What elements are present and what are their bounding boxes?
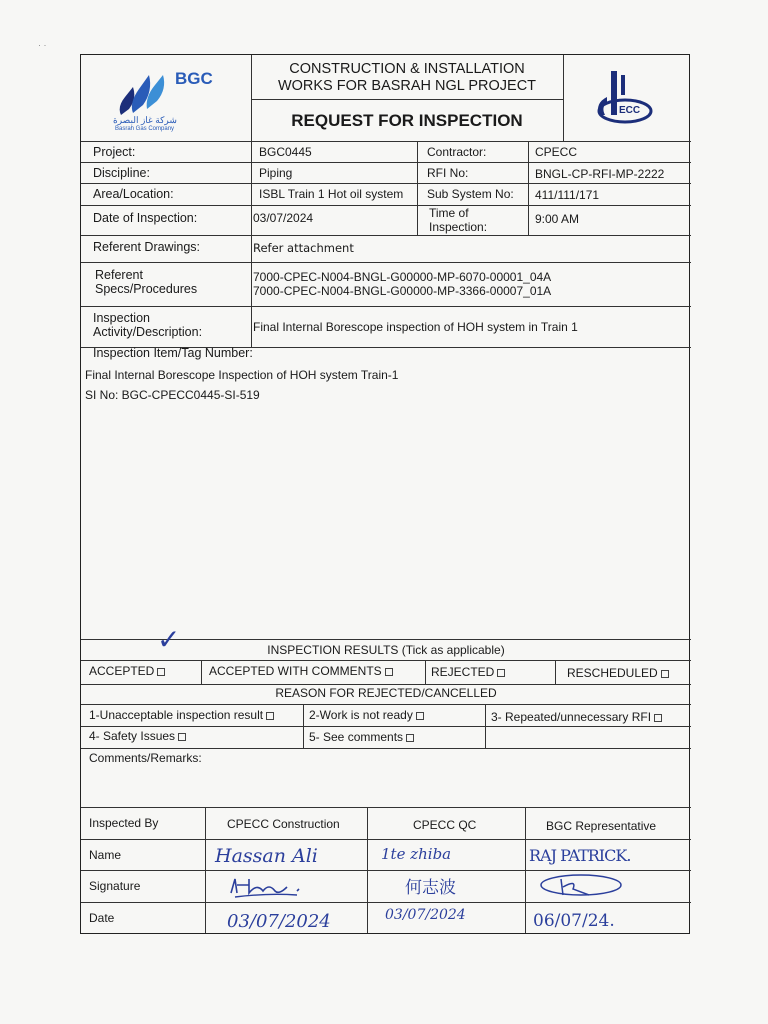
drawings-value: Refer attachment (253, 241, 354, 255)
bgc-representative-header: BGC Representative (546, 819, 657, 833)
project-value: BGC0445 (259, 145, 312, 159)
bgc-logo (101, 65, 241, 135)
accepted-tick-mark: ✓ (157, 623, 181, 656)
reason-5-label: 5- See comments (309, 730, 404, 744)
reason-3-checkbox[interactable] (654, 714, 662, 722)
rfi-value: BNGL-CP-RFI-MP-2222 (535, 167, 665, 181)
bgc-logo-icon (113, 69, 183, 121)
name-row-label: Name (89, 848, 122, 862)
accepted-label: ACCEPTED (89, 664, 155, 678)
item-label: Inspection Item/Tag Number: (93, 346, 253, 360)
project-title-line2: WORKS FOR BASRAH NGL PROJECT (277, 78, 537, 94)
area-value: ISBL Train 1 Hot oil system (259, 187, 404, 201)
reason-3-label: 3- Repeated/unnecessary RFI (491, 710, 652, 724)
date-row-label: Date (89, 911, 115, 925)
rescheduled-option[interactable] (567, 666, 669, 680)
activity-label-line1: Inspection (93, 311, 150, 325)
bgc-arabic-name: شركة غاز البصرة (113, 115, 177, 125)
date-value: 03/07/2024 (253, 211, 314, 225)
bgc-rep-signature (537, 871, 627, 901)
bgc-rep-date: 06/07/24. (533, 911, 615, 931)
rejected-checkbox[interactable] (497, 669, 505, 677)
contractor-value: CPECC (535, 145, 578, 159)
rejected-label: REJECTED (431, 665, 495, 679)
comments-field[interactable] (201, 751, 681, 801)
results-heading: INSPECTION RESULTS (Tick as applicable) (267, 643, 505, 657)
contractor-label: Contractor: (427, 145, 487, 159)
reason-4-label: 4- Safety Issues (89, 729, 176, 743)
qc-signature: 何志波 (405, 878, 456, 898)
specs-value-line1: 7000-CPEC-N004-BNGL-G00000-MP-6070-00001_04A (253, 270, 552, 284)
rescheduled-checkbox[interactable] (661, 670, 669, 678)
subsystem-value: 411/111/171 (535, 188, 600, 202)
specs-value (253, 270, 551, 298)
reason-1[interactable] (89, 708, 274, 722)
cpecc-construction-header: CPECC Construction (227, 817, 340, 831)
accepted-comments-option[interactable] (209, 664, 393, 678)
inspected-by-label: Inspected By (89, 816, 159, 830)
discipline-label: Discipline: (93, 166, 150, 180)
rejected-option[interactable] (431, 665, 505, 679)
bgc-wordmark: BGC (175, 69, 213, 88)
activity-label (93, 311, 202, 339)
specs-label (95, 268, 197, 296)
comments-label: Comments/Remarks: (89, 751, 202, 765)
accepted-checkbox[interactable] (157, 668, 165, 676)
qc-name: 1te zhiba (381, 845, 452, 863)
reason-5-checkbox[interactable] (406, 734, 414, 742)
rfi-label: RFI No: (427, 166, 469, 180)
time-label (429, 206, 487, 234)
project-label: Project: (93, 145, 136, 159)
activity-value: Final Internal Borescope inspection of HOH system in Train 1 (253, 320, 578, 334)
reason-2[interactable] (309, 708, 424, 722)
construction-date: 03/07/2024 (227, 911, 331, 932)
reason-1-checkbox[interactable] (266, 712, 274, 720)
accepted-comments-label: ACCEPTED WITH COMMENTS (209, 664, 382, 678)
cpecc-qc-header: CPECC QC (413, 818, 477, 832)
reason-4-checkbox[interactable] (178, 733, 186, 741)
signature-row-label: Signature (89, 879, 141, 893)
reason-5[interactable] (309, 730, 414, 744)
ecc-wordmark: ECC (619, 105, 641, 116)
reason-4[interactable] (89, 729, 186, 743)
drawings-label: Referent Drawings: (93, 240, 200, 254)
accepted-comments-checkbox[interactable] (385, 668, 393, 676)
project-title (251, 61, 563, 95)
specs-value-line2: 7000-CPEC-N004-BNGL-G00000-MP-3366-00007_01A (253, 284, 552, 298)
area-label: Area/Location: (93, 187, 174, 201)
discipline-value: Piping (259, 166, 293, 180)
bgc-english-name: Basrah Gas Company (115, 126, 175, 132)
reason-2-checkbox[interactable] (416, 712, 424, 720)
ecc-logo (589, 67, 659, 131)
ecc-logo-icon (589, 67, 655, 127)
construction-signature (227, 873, 337, 901)
activity-label-line2: Activity/Description: (93, 325, 203, 339)
time-value: 9:00 AM (535, 212, 580, 226)
item-line2: SI No: BGC-CPECC0445-SI-519 (85, 388, 260, 402)
specs-label-line1: Referent (95, 268, 143, 282)
form-title: REQUEST FOR INSPECTION (291, 111, 523, 130)
qc-date: 03/07/2024 (385, 907, 466, 923)
scan-mark: · · (38, 40, 47, 50)
date-label: Date of Inspection: (93, 211, 198, 225)
time-label-line1: Time of (429, 206, 469, 220)
reason-3[interactable] (491, 710, 662, 724)
specs-label-line2: Specs/Procedures (95, 282, 198, 296)
accepted-option[interactable] (89, 664, 165, 678)
reason-heading: REASON FOR REJECTED/CANCELLED (275, 686, 497, 700)
reason-1-label: 1-Unacceptable inspection result (89, 708, 264, 722)
reason-2-label: 2-Work is not ready (309, 708, 413, 722)
project-title-line1: CONSTRUCTION & INSTALLATION (289, 61, 525, 77)
bgc-rep-name: RAJ PATRICK. (529, 846, 631, 865)
time-label-line2: Inspection: (429, 220, 488, 234)
subsystem-label: Sub System No: (427, 187, 514, 201)
construction-name: Hassan Ali (215, 845, 318, 867)
item-line1: Final Internal Borescope Inspection of HOH system Train-1 (85, 368, 399, 382)
rescheduled-label: RESCHEDULED (567, 666, 658, 680)
rfi-form (80, 54, 690, 934)
